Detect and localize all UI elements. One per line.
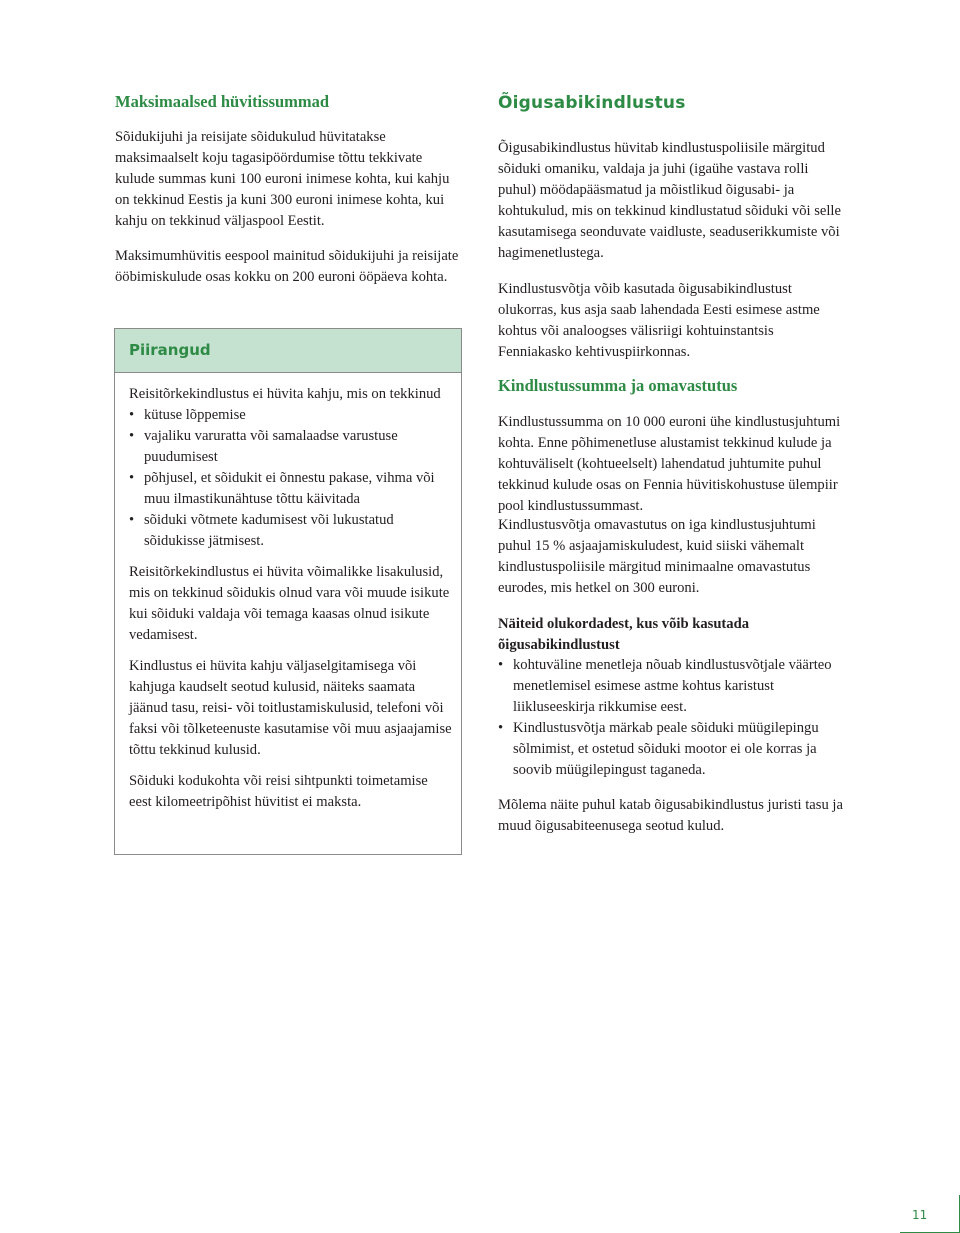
paragraph-insured-sum: Kindlustussumma on 10 000 euroni ühe kindlustusjuhtumi kohta. Enne põhimenetluse alustamist tekkinud kulude ja kohtuväliselt (kohtueelselt) lahendatud juhtumite puhul tekkinud kulude osas on Fennia hüvitiskohustuse ülempiir pool kindlustussummast. <box>498 414 841 514</box>
paragraph-legal-aid-usage: Kindlustusvõtja võib kasutada õigusabikindlustust olukorras, kus asja saab lahendada Eesti esimese astme kohtus või analoogses välisriigi kohtuinstantsis Fenniakasko kehtivuspiirkonnas. <box>498 281 820 360</box>
restrictions-list <box>129 405 454 552</box>
paragraph-travel-costs: Sõidukijuhi ja reisijate sõidukulud hüvitatakse maksimaalselt koju tagasipöördumise tõttu tekkivate kulude summas kuni 100 euroni inimese kohta, kui kahju on tekkinud Eestis ja kuni 300 euroni inimese kohta, kui kahju on tekkinud väljaspool Eestit. <box>115 129 450 229</box>
list-item: • põhjusel, et sõidukit ei õnnestu pakase, vihma või muu ilmastikunähtuse tõttu käivitada <box>129 468 454 510</box>
list-item: • kohtuväline menetleja nõuab kindlustusvõtjale väärteo menetlemisel esimese astme kohtus karistust liikluseeskirja rikkumise eest. <box>498 655 848 718</box>
restrictions-intro: Reisitõrkekindlustus ei hüvita kahju, mis on tekkinud <box>129 386 441 402</box>
paragraph-indirect-costs: Kindlustus ei hüvita kahju väljaselgitamisega või kahjuga kaudselt seotud kulusid, näiteks saamata jäänud tasu, reisi- või toitlustamiskulusid, telefoni või faksi või tõlketeenuste kasutamise või muu asjaajamise tõttu tekkinud kulusid. <box>129 658 452 758</box>
list-item: • sõiduki võtmete kadumisest või lukustatud sõidukisse jätmisest. <box>129 510 454 552</box>
section-heading-legal-aid: Õigusabikindlustus <box>498 93 686 113</box>
list-item: • kütuse lõppemise <box>129 405 454 426</box>
paragraph-extra-costs: Reisitõrkekindlustus ei hüvita võimalikke lisakulusid, mis on tekkinud sõidukis olnud vara või muude isikute kui sõiduki valdaja või temaga kaasas olnud isikute vedamisest. <box>129 564 450 643</box>
section-heading-examples: Näiteid olukordadest, kus võib kasutada õigusabikindlustust <box>498 616 750 653</box>
paragraph-deductible: Kindlustusvõtja omavastutus on iga kindlustusjuhtumi puhul 15 % asjaajamiskuludest, kuid siiski vähemalt kindlustuspoliisile märgitud minimaalne omavastutus eurodes, mis hetkel on 300 euroni. <box>498 517 816 596</box>
list-item: • vajaliku varuratta või samalaadse varustuse puudumisest <box>129 426 454 468</box>
page-number: 11 <box>912 1208 928 1222</box>
paragraph-examples-coverage: Mõlema näite puhul katab õigusabikindlustus juristi tasu ja muud õigusabiteenusega seotud kulud. <box>498 797 843 834</box>
paragraph-legal-aid: Õigusabikindlustus hüvitab kindlustuspoliisile märgitud sõiduki omaniku, valdaja ja juhi (igaühe vastava rolli puhul) möödapääsmatud ja mõistlikud õigusabi- ja kohtukulud, mis on tekkinud kindlustatud sõiduki või selle kasutamisega seonduvate vaidluste, seaduserikkumiste või hagimenetlustega. <box>498 140 841 261</box>
restrictions-box-header <box>115 329 461 373</box>
section-heading-sum-deductible: Kindlustussumma ja omavastutus <box>498 376 738 395</box>
list-item: • Kindlustusvõtja märkab peale sõiduki müügilepingu sõlmimist, et ostetud sõiduki mootor ei ole korras ja soovib müügilepingust taganeda. <box>498 718 848 781</box>
restrictions-box-body <box>129 384 454 813</box>
paragraph-transport: Sõiduki kodukohta või reisi sihtpunkti toimetamise eest kilomeetripõhist hüvitist ei maksta. <box>129 773 428 810</box>
restrictions-box <box>114 328 462 855</box>
paragraph-accommodation: Maksimumhüvitis eespool mainitud sõidukijuhi ja reisijate ööbimiskulude osas kokku on 200 euroni ööpäeva kohta. <box>115 248 459 285</box>
section-heading-max-compensation: Maksimaalsed hüvitissummad <box>115 92 330 111</box>
examples-list <box>498 655 848 781</box>
restrictions-title: Piirangud <box>129 341 211 359</box>
